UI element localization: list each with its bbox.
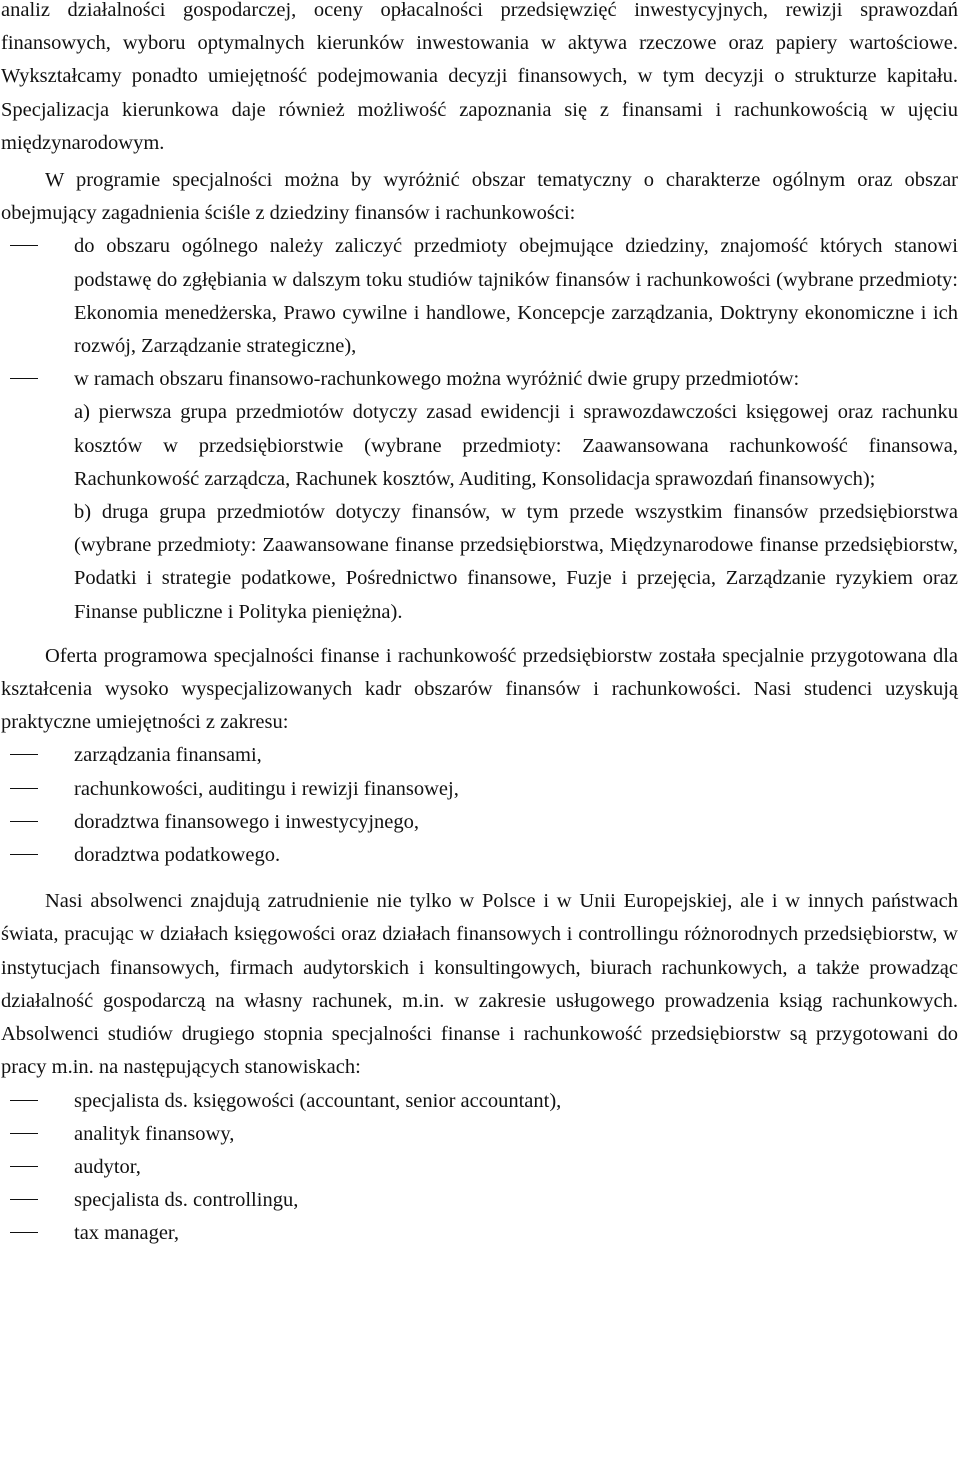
list-item-text: do obszaru ogólnego należy zaliczyć przedmioty obejmujące dziedziny, znajomość których stanowi podstawę do zgłębiania w dalszym toku studiów tajników finansów i rachunkowości (wybrane przedmioty: Ekonomia menedżerska, Prawo cywilne i handlowe, Koncepcje zarządzania, Doktryny ekonomiczne i ich rozwój, Zarządzanie strategiczne), bbox=[74, 235, 958, 358]
list-item bbox=[0, 806, 960, 839]
dash-bullet-icon bbox=[10, 788, 38, 789]
list-item bbox=[0, 839, 960, 872]
list-item bbox=[0, 1118, 960, 1151]
list-item-text: audytor, bbox=[74, 1155, 141, 1178]
list-item-text: specjalista ds. controllingu, bbox=[74, 1189, 299, 1212]
paragraph-graduates: Nasi absolwenci znajdują zatrudnienie nie tylko w Polsce i w Unii Europejskiej, ale i w innych państwach świata, pracując w działach księgowości oraz działach finansowych i controllingu różnorodnych przedsiębiorstw, w instytucjach finansowych, firmach audytorskich i konsultingowych, biurach rachunkowych, a także prowadząc działalność gospodarczą na własny rachunek, m.in. w zakresie usługowego prowadzenia ksiąg rachunkowych. Absolwenci studiów drugiego stopnia specjalności finanse i rachunkowość przedsiębiorstw są przygotowani do pracy m.in. na następujących stanowiskach: bbox=[1, 890, 958, 1079]
sub-item-a: a) pierwsza grupa przedmiotów dotyczy zasad ewidencji i sprawozdawczości księgowej oraz rachunku kosztów w przedsiębiorstwie (wybrane przedmioty: Zaawansowana rachunkowość finansowa, Rachunkowość zarządcza, Rachunek kosztów, Auditing, Konsolidacja sprawozdań finansowych); bbox=[74, 401, 958, 490]
dash-bullet-icon bbox=[10, 1232, 38, 1233]
list-item bbox=[0, 739, 960, 772]
list-item bbox=[0, 230, 960, 363]
list-item-text: specjalista ds. księgowości (accountant, senior accountant), bbox=[74, 1089, 562, 1112]
sub-item-b: b) druga grupa przedmiotów dotyczy finansów, w tym przede wszystkim finansów przedsiębiorstwa (wybrane przedmioty: Zaawansowane finanse przedsiębiorstwa, Międzynarodowe finanse przedsiębiorstw, Podatki i strategie podatkowe, Pośrednictwo finansowe, Fuzje i przejęcia, Zarządzanie ryzykiem oraz Finanse publiczne i Polityka pieniężna). bbox=[74, 501, 958, 623]
positions-list bbox=[0, 1085, 960, 1251]
paragraph-program-areas: W programie specjalności można by wyróżnić obszar tematyczny o charakterze ogólnym oraz obszar obejmujący zagadnienia ściśle z dziedziny finansów i rachunkowości: bbox=[1, 169, 958, 225]
dash-bullet-icon bbox=[10, 245, 38, 246]
dash-bullet-icon bbox=[10, 1166, 38, 1167]
list-item bbox=[0, 773, 960, 806]
paragraph-intro: analiz działalności gospodarczej, oceny opłacalności przedsięwzięć inwestycyjnych, rewizji sprawozdań finansowych, wyboru optymalnych kierunków inwestowania w aktywa rzeczowe oraz papiery wartościowe. Wykształcamy ponadto umiejętność podejmowania decyzji finansowych, w tym decyzji o strukturze kapitału. Specjalizacja kierunkowa daje również możliwość zapoznania się z finansami i rachunkowością w ujęciu międzynarodowym. bbox=[1, 0, 958, 154]
dash-bullet-icon bbox=[10, 821, 38, 822]
dash-bullet-icon bbox=[10, 1100, 38, 1101]
dash-bullet-icon bbox=[10, 1133, 38, 1134]
dash-bullet-icon bbox=[10, 1199, 38, 1200]
paragraph-program-offer: Oferta programowa specjalności finanse i rachunkowość przedsiębiorstw została specjalnie przygotowana dla kształcenia wysoko wyspecjalizowanych kadr obszarów finansów i rachunkowości. Nasi studenci uzyskują praktyczne umiejętności z zakresu: bbox=[1, 644, 958, 734]
list-item-text: zarządzania finansami, bbox=[74, 744, 262, 767]
skills-list bbox=[0, 739, 960, 872]
list-item bbox=[0, 1085, 960, 1118]
dash-bullet-icon bbox=[10, 854, 38, 855]
list-item bbox=[0, 1184, 960, 1217]
list-item-text: rachunkowości, auditingu i rewizji finansowej, bbox=[74, 777, 459, 800]
list-item bbox=[0, 363, 960, 629]
program-areas-list bbox=[0, 230, 960, 628]
list-item bbox=[0, 1217, 960, 1250]
list-item bbox=[0, 1151, 960, 1184]
list-item-text: tax manager, bbox=[74, 1222, 180, 1245]
list-item-text: w ramach obszaru finansowo-rachunkowego można wyróżnić dwie grupy przedmiotów: bbox=[74, 368, 800, 391]
dash-bullet-icon bbox=[10, 378, 38, 379]
list-item-text: analityk finansowy, bbox=[74, 1122, 235, 1145]
dash-bullet-icon bbox=[10, 754, 38, 755]
list-item-text: doradztwa finansowego i inwestycyjnego, bbox=[74, 810, 419, 833]
list-item-text: doradztwa podatkowego. bbox=[74, 844, 281, 867]
